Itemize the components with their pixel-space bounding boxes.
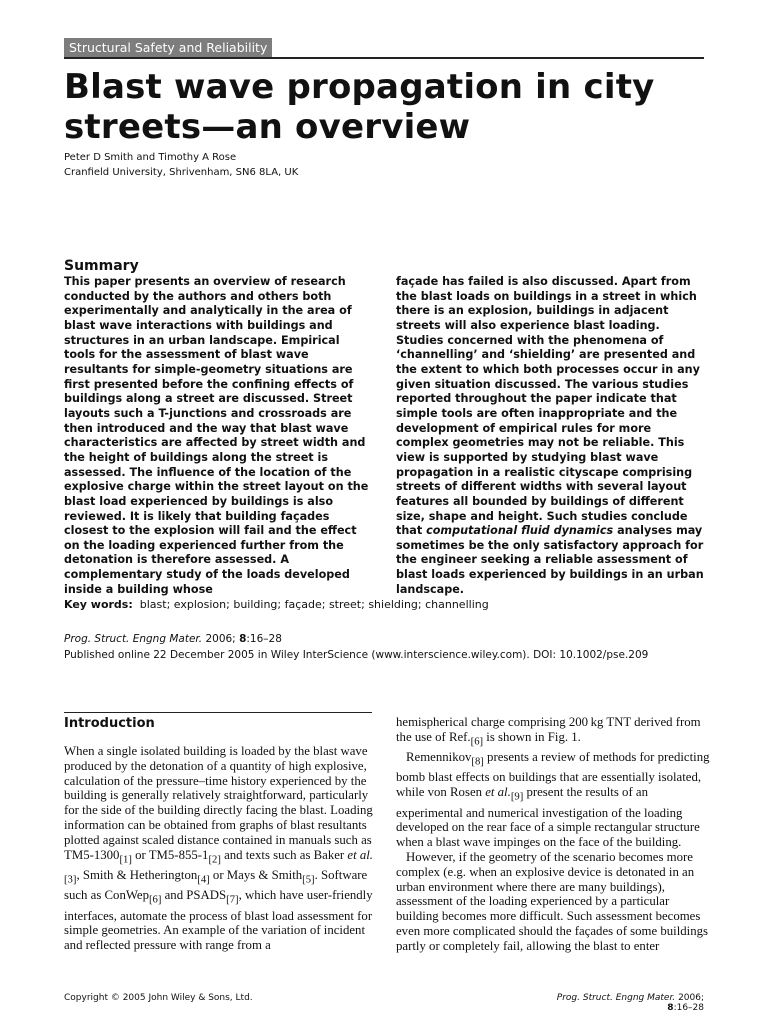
footer-citation — [530, 993, 704, 1013]
text-run: , which have user-friendly interfaces, automate the process of blast load assessment for simple geometries. An example of the variation of incident and reflected pressure with range from a — [64, 888, 373, 953]
reference: [7] — [226, 894, 239, 906]
text-run: or Mays & Smith — [209, 867, 303, 882]
summary-right-emphasis: computational fluid dynamics — [426, 524, 614, 538]
keywords — [64, 597, 489, 612]
footer-pages: :16–28 — [673, 1003, 704, 1013]
summary-text-right — [396, 275, 706, 597]
summary-right-part-b: analyses may sometimes be the only satisfactory approach for the engineer seeking a reliable assessment of blast loads experienced by buildings in an urban landscape. — [396, 524, 704, 596]
footer-volume: 8 — [667, 1003, 674, 1013]
reference: [5] — [302, 874, 315, 886]
text-run: present the results of an experimental and numerical investigation of the loading developed on the rear face of a simple rectangular structure when a blast wave impinges on the face of the building. — [396, 785, 700, 850]
authors: Peter D Smith and Timothy A Rose — [64, 152, 237, 163]
text-run: When a single isolated building is loaded by the blast wave produced by the detonation of a quantity of high explosive, calculation of the pressure–time history experienced by the building is generally relatively straightforward, particularly for the side of the building directly facing the blast. Loading information can be obtained from graphs of blast resultants plotted against scaled distance contained in manuals such as TM5-1300 — [64, 744, 373, 862]
reference: [4] — [197, 874, 210, 886]
reference: [1] — [119, 854, 132, 866]
section-tag: Structural Safety and Reliability — [64, 38, 272, 57]
reference: [9] — [510, 791, 524, 803]
keywords-value: blast; explosion; building; façade; street; shielding; channelling — [139, 598, 489, 611]
text-run: and texts such as Baker — [220, 847, 348, 862]
et-al: et al. — [347, 847, 373, 862]
citation-year: 2006; — [205, 633, 236, 645]
citation-journal: Prog. Struct. Engng Mater. — [64, 633, 203, 645]
intro-paragraph-1-continued — [396, 715, 710, 750]
text-run: Remennikov — [406, 750, 472, 765]
reference: [3] — [64, 874, 77, 886]
text-run: or TM5-855-1 — [131, 847, 209, 862]
citation — [64, 632, 282, 646]
header-rule — [64, 57, 704, 59]
text-run: . Software such as ConWep — [64, 867, 368, 903]
intro-paragraph-1 — [64, 744, 378, 953]
body-column-right — [396, 715, 710, 954]
summary-heading: Summary — [64, 258, 139, 274]
intro-paragraph-2 — [396, 750, 710, 850]
citation-pages: :16–28 — [246, 633, 282, 645]
publication-info: Published online 22 December 2005 in Wiley InterScience (www.interscience.wiley.com). DOI: 10.1002/pse.209 — [64, 649, 649, 661]
introduction-heading: Introduction — [64, 716, 155, 731]
keywords-label: Key words: — [64, 598, 133, 611]
footer-copyright: Copyright © 2005 John Wiley & Sons, Ltd. — [64, 993, 253, 1003]
intro-paragraph-3: However, if the geometry of the scenario becomes more complex (e.g. when an explosive device is detonated in an urban environment where there are many buildings), assessment of the loading experienced by a particular building becomes more difficult. Such assessment becomes even more complicated should the façades of some buildings partly or completely fail, allowing the blast to enter — [396, 850, 709, 953]
text-run: and PSADS — [161, 888, 227, 903]
summary-right-part-a: façade has failed is also discussed. Apart from the blast loads on buildings in a street in which there is an explosion, buildings in adjacent streets will also experience blast loading. Studies concerned with the phenomena of ‘channelling’ and ‘shielding’ are presented and the extent to which both processes occur in any given situation discussed. The various studies reported throughout the paper indicate that simple tools are often inappropriate and the development of empirical rules for more complex geometries may not be reliable. This view is supported by studying blast wave propagation in a realistic cityscape comprising streets of different widths with several layout features all bounded by buildings of different size, shape and height. Such studies conclude that — [396, 275, 700, 538]
text-run: hemispherical charge comprising 200 kg TNT derived from the use of Ref. — [396, 715, 701, 744]
summary-text-left: This paper presents an overview of research conducted by the authors and others both experimentally and analytically in the area of blast wave interactions with buildings and structures in an urban landscape. Empirical tools for the assessment of blast wave resultants for simple-geometry situations are first presented before the confining effects of buildings along a street are discussed. Street layouts such a T-junctions and crossroads are then introduced and the way that blast wave characteristics are affected by street width and the height of buildings along the street is assessed. The influence of the location of the explosive charge within the street layout on the blast load experienced by buildings is also reviewed. It is likely that building façades closest to the explosion will fail and the effect on the loading experienced further from the detonation is therefore assessed. A complementary study of the loads developed inside a building whose — [64, 275, 369, 596]
text-run: , Smith & Hetherington — [76, 867, 198, 882]
reference: [6] — [470, 736, 484, 748]
text-run: presents a review of methods for predicting bomb blast effects on buildings that are essentially isolated, while von Rosen — [396, 750, 710, 800]
introduction-rule — [64, 712, 372, 713]
reference: [6] — [148, 894, 162, 906]
reference: [2] — [208, 854, 221, 866]
citation-volume: 8 — [239, 633, 247, 645]
text-run: is shown in Fig. 1. — [483, 729, 581, 744]
et-al: et al. — [485, 785, 511, 800]
footer-year: 2006; — [678, 993, 704, 1003]
body-column-left — [64, 744, 378, 953]
article-title: Blast wave propagation in city streets—an overview — [64, 67, 655, 147]
reference: [8] — [471, 756, 484, 768]
affiliation: Cranfield University, Shrivenham, SN6 8LA, UK — [64, 167, 299, 178]
section-header — [64, 38, 704, 58]
footer-journal: Prog. Struct. Engng Mater. — [556, 993, 676, 1003]
